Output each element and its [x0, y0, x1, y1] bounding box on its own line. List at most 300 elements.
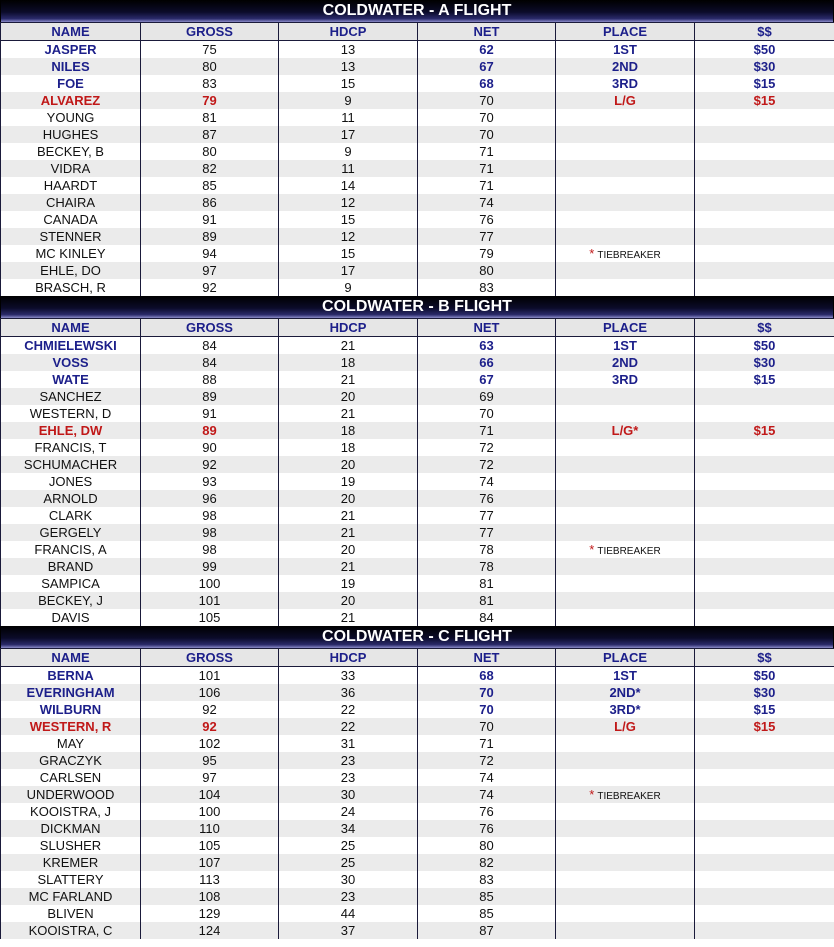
cell-pay: $15 [695, 92, 834, 109]
cell-name: SAMPICA [1, 575, 141, 592]
cell-place [556, 473, 695, 490]
cell-name: CHMIELEWSKI [1, 337, 141, 355]
cell-hdcp: 25 [279, 854, 418, 871]
cell-pay [695, 160, 834, 177]
cell-net: 78 [418, 541, 556, 558]
cell-hdcp: 18 [279, 422, 418, 439]
cell-net: 70 [418, 684, 556, 701]
table-row [1, 337, 834, 355]
cell-hdcp: 31 [279, 735, 418, 752]
cell-net: 70 [418, 109, 556, 126]
cell-place [556, 820, 695, 837]
table-row [1, 684, 834, 701]
cell-hdcp: 30 [279, 786, 418, 803]
cell-gross: 101 [141, 667, 279, 685]
cell-net: 83 [418, 279, 556, 296]
cell-place: 3RD* [556, 701, 695, 718]
cell-pay [695, 769, 834, 786]
cell-name: KREMER [1, 854, 141, 871]
cell-hdcp: 9 [279, 92, 418, 109]
cell-name: CANADA [1, 211, 141, 228]
cell-pay [695, 752, 834, 769]
cell-name: YOUNG [1, 109, 141, 126]
table-row [1, 558, 834, 575]
column-header: HDCP [279, 649, 418, 667]
cell-name: FRANCIS, A [1, 541, 141, 558]
cell-place [556, 456, 695, 473]
cell-hdcp: 18 [279, 439, 418, 456]
cell-net: 63 [418, 337, 556, 355]
cell-gross: 97 [141, 769, 279, 786]
cell-place: 1ST [556, 337, 695, 355]
table-row [1, 143, 834, 160]
cell-gross: 89 [141, 422, 279, 439]
cell-place [556, 279, 695, 296]
cell-place: 2ND [556, 354, 695, 371]
cell-place [556, 837, 695, 854]
cell-pay [695, 592, 834, 609]
cell-net: 76 [418, 490, 556, 507]
cell-name: BRAND [1, 558, 141, 575]
cell-net: 74 [418, 473, 556, 490]
cell-net: 83 [418, 871, 556, 888]
cell-name: KOOISTRA, J [1, 803, 141, 820]
cell-pay: $30 [695, 684, 834, 701]
cell-net: 80 [418, 837, 556, 854]
cell-hdcp: 33 [279, 667, 418, 685]
cell-pay [695, 177, 834, 194]
cell-pay [695, 456, 834, 473]
cell-place [556, 143, 695, 160]
column-header: GROSS [141, 649, 279, 667]
table-row [1, 769, 834, 786]
cell-net: 84 [418, 609, 556, 626]
cell-gross: 129 [141, 905, 279, 922]
cell-net: 71 [418, 160, 556, 177]
cell-hdcp: 21 [279, 609, 418, 626]
asterisk-icon: * [589, 246, 595, 261]
cell-gross: 106 [141, 684, 279, 701]
cell-gross: 107 [141, 854, 279, 871]
cell-place: 2ND* [556, 684, 695, 701]
cell-hdcp: 15 [279, 245, 418, 262]
cell-net: 74 [418, 786, 556, 803]
cell-gross: 80 [141, 143, 279, 160]
cell-gross: 75 [141, 41, 279, 59]
table-row [1, 211, 834, 228]
cell-hdcp: 20 [279, 490, 418, 507]
cell-place: L/G [556, 92, 695, 109]
cell-pay [695, 490, 834, 507]
cell-hdcp: 12 [279, 194, 418, 211]
column-header: NET [418, 319, 556, 337]
table-row [1, 92, 834, 109]
flight-section [0, 0, 834, 296]
cell-net: 87 [418, 922, 556, 939]
cell-gross: 89 [141, 388, 279, 405]
cell-name: BRASCH, R [1, 279, 141, 296]
cell-name: KOOISTRA, C [1, 922, 141, 939]
cell-gross: 113 [141, 871, 279, 888]
cell-net: 78 [418, 558, 556, 575]
cell-hdcp: 23 [279, 888, 418, 905]
table-row [1, 820, 834, 837]
asterisk-icon: * [589, 542, 595, 557]
table-row [1, 388, 834, 405]
cell-name: SLATTERY [1, 871, 141, 888]
cell-gross: 81 [141, 109, 279, 126]
cell-place [556, 524, 695, 541]
cell-hdcp: 21 [279, 405, 418, 422]
cell-pay: $15 [695, 422, 834, 439]
cell-hdcp: 17 [279, 262, 418, 279]
cell-pay: $50 [695, 667, 834, 685]
cell-name: FOE [1, 75, 141, 92]
cell-hdcp: 13 [279, 58, 418, 75]
cell-gross: 92 [141, 701, 279, 718]
cell-hdcp: 44 [279, 905, 418, 922]
cell-place [556, 575, 695, 592]
cell-name: BERNA [1, 667, 141, 685]
cell-place [556, 922, 695, 939]
cell-pay [695, 837, 834, 854]
table-row [1, 701, 834, 718]
cell-hdcp: 34 [279, 820, 418, 837]
cell-net: 66 [418, 354, 556, 371]
cell-pay [695, 905, 834, 922]
column-header: NET [418, 23, 556, 41]
column-header: PLACE [556, 319, 695, 337]
tiebreaker-label: TIEBREAKER [597, 791, 661, 802]
cell-place [556, 126, 695, 143]
cell-gross: 80 [141, 58, 279, 75]
cell-net: 85 [418, 905, 556, 922]
cell-hdcp: 21 [279, 558, 418, 575]
cell-name: ARNOLD [1, 490, 141, 507]
cell-net: 71 [418, 735, 556, 752]
cell-net: 72 [418, 439, 556, 456]
cell-pay [695, 388, 834, 405]
cell-gross: 105 [141, 837, 279, 854]
cell-hdcp: 37 [279, 922, 418, 939]
cell-gross: 98 [141, 541, 279, 558]
cell-hdcp: 22 [279, 718, 418, 735]
cell-hdcp: 12 [279, 228, 418, 245]
table-row [1, 871, 834, 888]
cell-hdcp: 17 [279, 126, 418, 143]
cell-pay: $15 [695, 75, 834, 92]
cell-gross: 97 [141, 262, 279, 279]
cell-gross: 110 [141, 820, 279, 837]
column-header: $$ [695, 649, 834, 667]
cell-net: 68 [418, 75, 556, 92]
cell-hdcp: 18 [279, 354, 418, 371]
cell-name: EHLE, DO [1, 262, 141, 279]
header-row [1, 23, 834, 41]
cell-name: MC KINLEY [1, 245, 141, 262]
cell-net: 70 [418, 92, 556, 109]
cell-name: DAVIS [1, 609, 141, 626]
tiebreaker-label: TIEBREAKER [597, 546, 661, 557]
table-row [1, 371, 834, 388]
column-header: PLACE [556, 23, 695, 41]
cell-name: DICKMAN [1, 820, 141, 837]
cell-net: 71 [418, 422, 556, 439]
cell-hdcp: 24 [279, 803, 418, 820]
cell-pay [695, 854, 834, 871]
cell-pay [695, 558, 834, 575]
cell-name: BECKEY, B [1, 143, 141, 160]
cell-gross: 84 [141, 354, 279, 371]
table-row [1, 473, 834, 490]
table-row [1, 752, 834, 769]
cell-name: EVERINGHAM [1, 684, 141, 701]
table-row [1, 58, 834, 75]
cell-gross: 104 [141, 786, 279, 803]
column-header: NAME [1, 319, 141, 337]
cell-hdcp: 20 [279, 456, 418, 473]
cell-place [556, 490, 695, 507]
cell-net: 77 [418, 507, 556, 524]
cell-pay: $15 [695, 701, 834, 718]
cell-hdcp: 25 [279, 837, 418, 854]
cell-net: 76 [418, 803, 556, 820]
cell-gross: 84 [141, 337, 279, 355]
cell-net: 68 [418, 667, 556, 685]
cell-pay [695, 922, 834, 939]
cell-pay [695, 609, 834, 626]
cell-hdcp: 20 [279, 388, 418, 405]
cell-place: 3RD [556, 371, 695, 388]
cell-net: 81 [418, 592, 556, 609]
tiebreaker-note [589, 787, 661, 802]
cell-name: WESTERN, D [1, 405, 141, 422]
cell-gross: 100 [141, 575, 279, 592]
cell-gross: 92 [141, 279, 279, 296]
cell-net: 77 [418, 228, 556, 245]
cell-place [556, 177, 695, 194]
cell-net: 76 [418, 211, 556, 228]
cell-place [556, 871, 695, 888]
table-row [1, 888, 834, 905]
table-row [1, 854, 834, 871]
table-row [1, 575, 834, 592]
cell-place [556, 211, 695, 228]
cell-gross: 86 [141, 194, 279, 211]
cell-pay: $15 [695, 371, 834, 388]
cell-hdcp: 9 [279, 279, 418, 296]
table-row [1, 507, 834, 524]
cell-hdcp: 19 [279, 575, 418, 592]
cell-name: SCHUMACHER [1, 456, 141, 473]
cell-place [556, 405, 695, 422]
cell-pay: $50 [695, 41, 834, 59]
cell-name: CHAIRA [1, 194, 141, 211]
cell-gross: 100 [141, 803, 279, 820]
cell-net: 71 [418, 177, 556, 194]
table-row [1, 837, 834, 854]
results-table [0, 22, 834, 296]
cell-net: 70 [418, 126, 556, 143]
cell-place [556, 609, 695, 626]
cell-pay [695, 575, 834, 592]
table-row [1, 354, 834, 371]
cell-gross: 91 [141, 405, 279, 422]
table-row [1, 160, 834, 177]
cell-place [556, 905, 695, 922]
cell-net: 74 [418, 194, 556, 211]
results-table [0, 648, 834, 939]
cell-pay [695, 524, 834, 541]
cell-gross: 99 [141, 558, 279, 575]
cell-net: 85 [418, 888, 556, 905]
cell-hdcp: 19 [279, 473, 418, 490]
cell-hdcp: 21 [279, 337, 418, 355]
cell-name: CARLSEN [1, 769, 141, 786]
cell-hdcp: 9 [279, 143, 418, 160]
cell-net: 72 [418, 456, 556, 473]
cell-place: L/G* [556, 422, 695, 439]
cell-hdcp: 15 [279, 211, 418, 228]
cell-name: HUGHES [1, 126, 141, 143]
table-row [1, 905, 834, 922]
cell-place [556, 388, 695, 405]
cell-name: JONES [1, 473, 141, 490]
column-header: NAME [1, 23, 141, 41]
cell-name: WESTERN, R [1, 718, 141, 735]
cell-net: 76 [418, 820, 556, 837]
cell-name: CLARK [1, 507, 141, 524]
cell-gross: 90 [141, 439, 279, 456]
cell-pay: $15 [695, 718, 834, 735]
table-row [1, 41, 834, 59]
column-header: PLACE [556, 649, 695, 667]
cell-net: 67 [418, 58, 556, 75]
cell-gross: 98 [141, 507, 279, 524]
cell-place [556, 245, 695, 262]
table-row [1, 439, 834, 456]
cell-place [556, 888, 695, 905]
cell-hdcp: 30 [279, 871, 418, 888]
column-header: $$ [695, 319, 834, 337]
cell-gross: 102 [141, 735, 279, 752]
column-header: GROSS [141, 319, 279, 337]
table-row [1, 262, 834, 279]
cell-pay [695, 871, 834, 888]
table-row [1, 718, 834, 735]
cell-name: VOSS [1, 354, 141, 371]
cell-gross: 82 [141, 160, 279, 177]
cell-place [556, 786, 695, 803]
cell-net: 70 [418, 405, 556, 422]
cell-gross: 88 [141, 371, 279, 388]
cell-place: 2ND [556, 58, 695, 75]
cell-net: 62 [418, 41, 556, 59]
cell-place [556, 854, 695, 871]
cell-place [556, 541, 695, 558]
cell-net: 67 [418, 371, 556, 388]
cell-name: BLIVEN [1, 905, 141, 922]
table-row [1, 75, 834, 92]
flight-section [0, 626, 834, 939]
cell-place [556, 439, 695, 456]
cell-place [556, 592, 695, 609]
cell-net: 82 [418, 854, 556, 871]
cell-place [556, 160, 695, 177]
cell-pay [695, 228, 834, 245]
cell-gross: 89 [141, 228, 279, 245]
cell-hdcp: 15 [279, 75, 418, 92]
cell-pay [695, 888, 834, 905]
cell-gross: 108 [141, 888, 279, 905]
cell-pay [695, 194, 834, 211]
asterisk-icon: * [589, 787, 595, 802]
cell-gross: 98 [141, 524, 279, 541]
cell-place: 1ST [556, 667, 695, 685]
cell-gross: 124 [141, 922, 279, 939]
cell-pay [695, 820, 834, 837]
cell-name: FRANCIS, T [1, 439, 141, 456]
cell-pay [695, 439, 834, 456]
tiebreaker-label: TIEBREAKER [597, 250, 661, 261]
table-row [1, 524, 834, 541]
cell-gross: 92 [141, 456, 279, 473]
cell-net: 71 [418, 143, 556, 160]
cell-net: 74 [418, 769, 556, 786]
cell-hdcp: 11 [279, 109, 418, 126]
cell-pay [695, 541, 834, 558]
table-row [1, 422, 834, 439]
cell-hdcp: 21 [279, 524, 418, 541]
table-row [1, 803, 834, 820]
cell-net: 72 [418, 752, 556, 769]
tiebreaker-note [589, 542, 661, 557]
flight-title: COLDWATER - B FLIGHT [0, 296, 834, 318]
cell-name: ALVAREZ [1, 92, 141, 109]
cell-name: EHLE, DW [1, 422, 141, 439]
table-row [1, 735, 834, 752]
cell-name: VIDRA [1, 160, 141, 177]
table-row [1, 405, 834, 422]
cell-gross: 91 [141, 211, 279, 228]
table-row [1, 177, 834, 194]
cell-name: WILBURN [1, 701, 141, 718]
table-row [1, 245, 834, 262]
cell-gross: 105 [141, 609, 279, 626]
cell-name: STENNER [1, 228, 141, 245]
table-row [1, 109, 834, 126]
cell-pay [695, 507, 834, 524]
cell-net: 70 [418, 701, 556, 718]
tiebreaker-note [589, 246, 661, 261]
cell-gross: 93 [141, 473, 279, 490]
cell-name: BECKEY, J [1, 592, 141, 609]
column-header: HDCP [279, 319, 418, 337]
cell-gross: 95 [141, 752, 279, 769]
cell-pay [695, 473, 834, 490]
results-table [0, 318, 834, 626]
cell-pay [695, 143, 834, 160]
flight-title: COLDWATER - C FLIGHT [0, 626, 834, 648]
cell-name: SANCHEZ [1, 388, 141, 405]
column-header: NAME [1, 649, 141, 667]
cell-pay [695, 262, 834, 279]
table-row [1, 194, 834, 211]
cell-place [556, 228, 695, 245]
cell-hdcp: 21 [279, 371, 418, 388]
cell-name: GRACZYK [1, 752, 141, 769]
cell-pay [695, 109, 834, 126]
